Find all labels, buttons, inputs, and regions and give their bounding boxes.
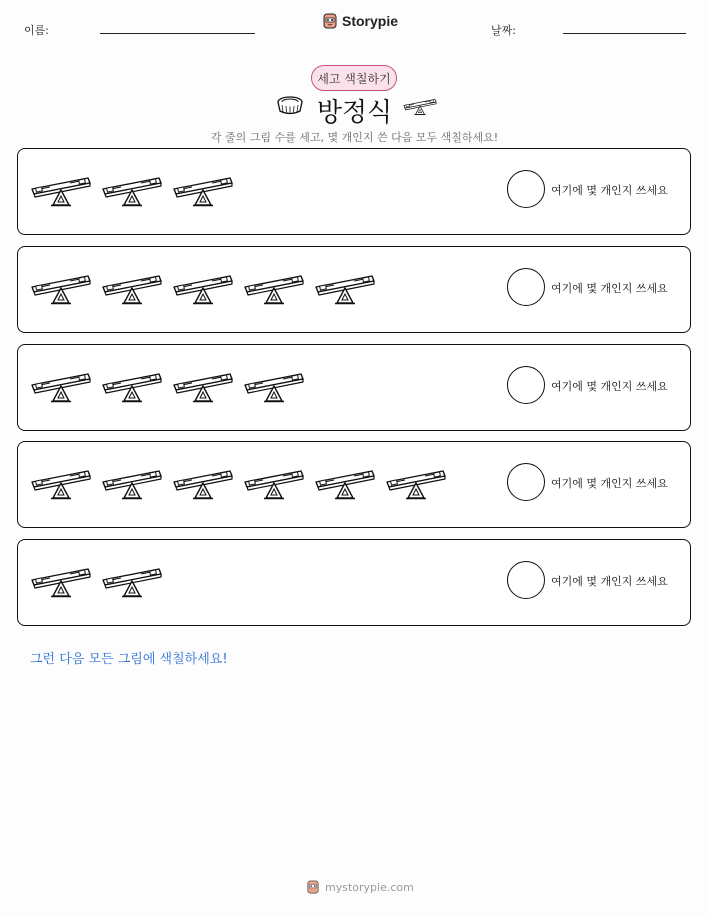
seesaw-icon[interactable] <box>243 465 305 501</box>
name-line[interactable] <box>100 33 255 34</box>
seesaw-icon[interactable] <box>101 465 163 501</box>
seesaw-icon[interactable] <box>172 270 234 306</box>
seesaw-icon[interactable] <box>314 465 376 501</box>
site-url: mystorypie.com <box>325 880 414 894</box>
answer-circle[interactable] <box>507 268 545 306</box>
item-group <box>30 172 234 208</box>
brand-name: Storypie <box>342 13 399 29</box>
counting-row <box>17 441 691 528</box>
item-group <box>30 563 163 599</box>
answer-circle[interactable] <box>507 170 545 208</box>
seesaw-icon[interactable] <box>172 368 234 404</box>
answer-prompt: 여기에 몇 개인지 쓰세요 <box>551 575 668 588</box>
seesaw-icon[interactable] <box>101 368 163 404</box>
seesaw-icon <box>402 96 438 116</box>
storypie-logo-icon <box>306 879 320 895</box>
instructions: 각 줄의 그림 수를 세고, 몇 개인지 쓴 다음 모두 색칠하세요! <box>210 131 499 144</box>
seesaw-icon[interactable] <box>101 270 163 306</box>
seesaw-icon[interactable] <box>30 270 92 306</box>
date-line[interactable] <box>563 33 686 34</box>
seesaw-icon[interactable] <box>243 270 305 306</box>
name-label: 이름: <box>24 24 49 37</box>
item-group <box>30 465 447 501</box>
seesaw-icon[interactable] <box>30 563 92 599</box>
seesaw-icon[interactable] <box>30 368 92 404</box>
answer-circle[interactable] <box>507 463 545 501</box>
seesaw-icon[interactable] <box>30 172 92 208</box>
seesaw-icon[interactable] <box>172 465 234 501</box>
answer-prompt: 여기에 몇 개인지 쓰세요 <box>551 380 668 393</box>
item-group <box>30 368 305 404</box>
storypie-logo-icon <box>322 12 338 30</box>
page-title: 방정식 <box>316 98 393 128</box>
answer-circle[interactable] <box>507 366 545 404</box>
site-footer <box>306 879 414 895</box>
seesaw-icon[interactable] <box>101 563 163 599</box>
answer-prompt: 여기에 몇 개인지 쓰세요 <box>551 477 668 490</box>
brand-logo <box>322 12 398 30</box>
worksheet-type-badge: 세고 색칠하기 <box>311 65 397 91</box>
seesaw-icon[interactable] <box>243 368 305 404</box>
answer-prompt: 여기에 몇 개인지 쓰세요 <box>551 282 668 295</box>
counting-row <box>17 246 691 333</box>
counting-row <box>17 148 691 235</box>
answer-circle[interactable] <box>507 561 545 599</box>
color-instruction: 그런 다음 모든 그림에 색칠하세요! <box>30 652 228 667</box>
counting-row <box>17 539 691 626</box>
seesaw-icon[interactable] <box>101 172 163 208</box>
seesaw-icon[interactable] <box>385 465 447 501</box>
seesaw-icon[interactable] <box>172 172 234 208</box>
date-label: 날짜: <box>491 24 516 37</box>
seesaw-icon[interactable] <box>314 270 376 306</box>
item-group <box>30 270 376 306</box>
answer-prompt: 여기에 몇 개인지 쓰세요 <box>551 184 668 197</box>
seesaw-icon[interactable] <box>30 465 92 501</box>
counting-row <box>17 344 691 431</box>
